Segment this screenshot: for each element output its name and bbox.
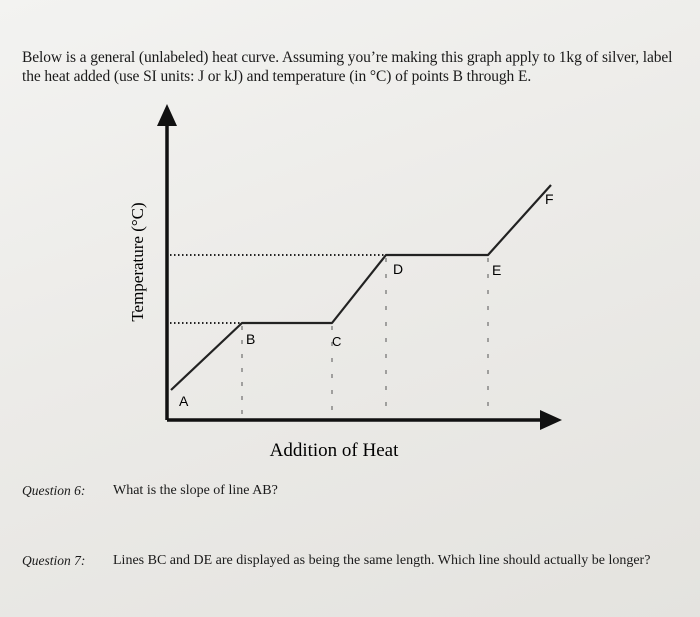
question-6-text: What is the slope of line AB?	[113, 483, 278, 498]
x-axis-title: Addition of Heat	[269, 440, 399, 461]
point-label-c: C	[332, 334, 342, 349]
question-7-text: Lines BC and DE are displayed as being the same length. Which line should actually be longer?	[113, 553, 651, 568]
x-axis-arrow	[540, 410, 562, 430]
point-label-d: D	[393, 261, 404, 277]
y-axis-title: Temperature (°C)	[128, 202, 147, 322]
heat-curve-line	[171, 185, 551, 390]
intro-instructions: Below is a general (unlabeled) heat curve. Assuming you’re making this graph apply to 1kg of silver, label the heat added (use SI units: J or kJ) and temperature (in °C) of points B through E.	[22, 49, 673, 85]
point-label-a: A	[179, 393, 189, 409]
y-axis-arrow	[157, 104, 177, 126]
point-label-f: F	[545, 191, 554, 207]
point-label-b: B	[246, 331, 256, 347]
point-label-e: E	[492, 262, 502, 278]
question-7-label: Question 7:	[22, 553, 86, 568]
question-6-label: Question 6:	[22, 483, 86, 498]
